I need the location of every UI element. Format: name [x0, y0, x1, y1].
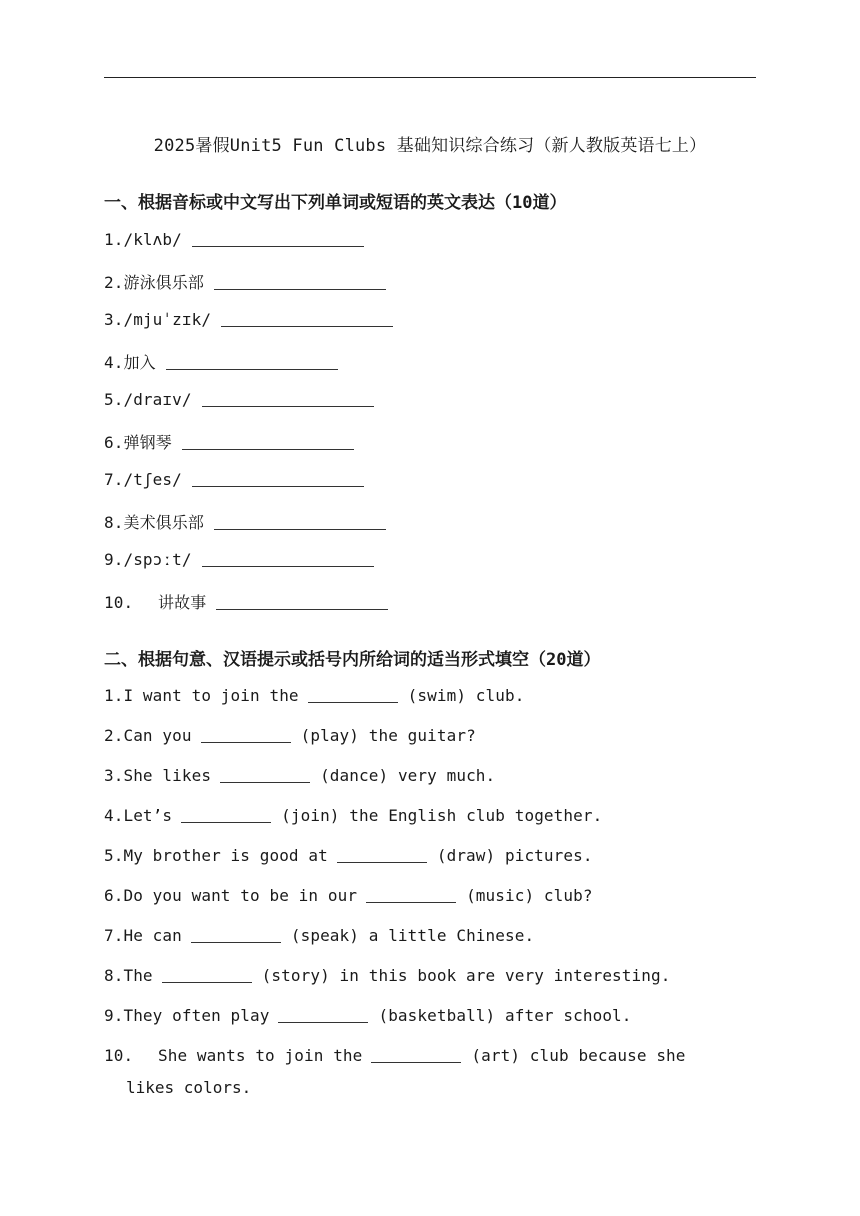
sentence-after: (speak) a little Chinese.: [290, 926, 535, 945]
s1-question-6: [104, 430, 354, 453]
sentence-before: Do you want to be in our: [123, 886, 358, 905]
sentence-after: (dance) very much.: [320, 766, 496, 785]
question-number: 8.: [104, 966, 124, 985]
answer-blank[interactable]: [202, 566, 374, 567]
answer-blank[interactable]: [221, 326, 393, 327]
sentence-before: Let’s: [123, 806, 173, 825]
sentence-after: (swim) club.: [407, 686, 525, 705]
s1-question-7: [104, 470, 364, 489]
sentence-before: The: [123, 966, 153, 985]
answer-blank[interactable]: [278, 1022, 368, 1023]
sentence-before: My brother is good at: [123, 846, 328, 865]
question-number: 9.: [104, 1006, 124, 1025]
question-prompt: 美术俱乐部: [123, 513, 204, 532]
answer-blank[interactable]: [182, 449, 354, 450]
s2-question-10: [104, 1046, 686, 1065]
question-prompt: 弹钢琴: [123, 433, 172, 452]
s2-question-8: [104, 966, 670, 985]
s2-question-5: [104, 846, 593, 865]
question-prompt: 游泳俱乐部: [123, 273, 204, 292]
question-number: 10.: [104, 1046, 134, 1065]
answer-blank[interactable]: [162, 982, 252, 983]
s1-question-1: [104, 230, 364, 249]
question-prompt: /tʃes/: [123, 470, 182, 489]
sentence-before: She wants to join the: [158, 1046, 363, 1065]
s1-question-2: [104, 270, 386, 293]
answer-blank[interactable]: [181, 822, 271, 823]
sentence-before: I want to join the: [123, 686, 299, 705]
s2-question-9: [104, 1006, 632, 1025]
question-number: 9.: [104, 550, 124, 569]
question-number: 2.: [104, 726, 124, 745]
question-prompt: /spɔːt/: [123, 550, 192, 569]
s2-question-7: [104, 926, 534, 945]
s1-question-5: [104, 390, 374, 409]
sentence-before: They often play: [123, 1006, 270, 1025]
question-prompt: 讲故事: [158, 593, 207, 612]
sentence-after: (basketball) after school.: [378, 1006, 632, 1025]
s1-question-4: [104, 350, 338, 373]
sentence-after: (play) the guitar?: [300, 726, 476, 745]
question-number: 2.: [104, 273, 124, 292]
sentence-before: Can you: [123, 726, 192, 745]
sentence-after: (story) in this book are very interesting.: [261, 966, 671, 985]
answer-blank[interactable]: [216, 609, 388, 610]
question-prompt: 加入: [123, 353, 156, 372]
question-number: 8.: [104, 513, 124, 532]
answer-blank[interactable]: [201, 742, 291, 743]
answer-blank[interactable]: [366, 902, 456, 903]
sentence-before: She likes: [123, 766, 212, 785]
s1-question-8: [104, 510, 386, 533]
answer-blank[interactable]: [308, 702, 398, 703]
answer-blank[interactable]: [202, 406, 374, 407]
sentence-after: (draw) pictures.: [436, 846, 593, 865]
question-prompt: /mjuˈzɪk/: [123, 310, 212, 329]
question-number: 10.: [104, 593, 134, 612]
s2-question-3: [104, 766, 495, 785]
answer-blank[interactable]: [214, 529, 386, 530]
s2-question-1: [104, 686, 524, 705]
header-rule: [104, 77, 756, 78]
answer-blank[interactable]: [192, 486, 364, 487]
s2-question-10-continuation: likes colors.: [126, 1078, 252, 1097]
answer-blank[interactable]: [166, 369, 338, 370]
document-title: 2025暑假Unit5 Fun Clubs 基础知识综合练习（新人教版英语七上）: [153, 136, 707, 156]
question-number: 7.: [104, 470, 124, 489]
sentence-after: (art) club because she: [471, 1046, 686, 1065]
answer-blank[interactable]: [337, 862, 427, 863]
s2-question-2: [104, 726, 476, 745]
question-prompt: /klʌb/: [123, 230, 182, 249]
s1-question-10: [104, 590, 388, 613]
question-number: 3.: [104, 310, 124, 329]
sentence-after: (music) club?: [466, 886, 593, 905]
question-number: 7.: [104, 926, 124, 945]
s2-question-6: [104, 886, 593, 905]
sentence-before: He can: [123, 926, 182, 945]
question-number: 5.: [104, 846, 124, 865]
answer-blank[interactable]: [371, 1062, 461, 1063]
answer-blank[interactable]: [220, 782, 310, 783]
question-number: 6.: [104, 433, 124, 452]
s1-question-9: [104, 550, 374, 569]
section1-heading: 一、根据音标或中文写出下列单词或短语的英文表达（10道）: [104, 193, 567, 213]
question-number: 6.: [104, 886, 124, 905]
question-number: 4.: [104, 353, 124, 372]
answer-blank[interactable]: [192, 246, 364, 247]
question-number: 1.: [104, 230, 124, 249]
sentence-after: (join) the English club together.: [281, 806, 603, 825]
section2-heading: 二、根据句意、汉语提示或括号内所给词的适当形式填空（20道）: [104, 650, 601, 670]
answer-blank[interactable]: [214, 289, 386, 290]
question-number: 4.: [104, 806, 124, 825]
s2-question-4: [104, 806, 602, 825]
question-prompt: /draɪv/: [123, 390, 192, 409]
question-number: 3.: [104, 766, 124, 785]
question-number: 5.: [104, 390, 124, 409]
question-number: 1.: [104, 686, 124, 705]
answer-blank[interactable]: [191, 942, 281, 943]
s1-question-3: [104, 310, 393, 329]
